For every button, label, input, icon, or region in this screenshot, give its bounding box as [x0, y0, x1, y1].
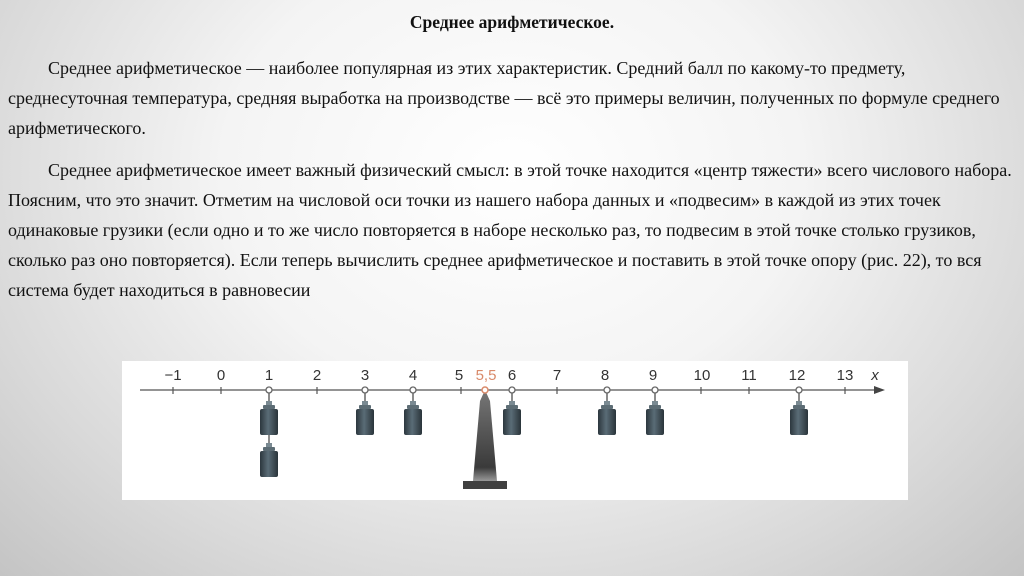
weight-icon [646, 387, 664, 435]
number-line-svg [122, 361, 908, 500]
tick-label: −1 [164, 367, 182, 384]
tick-label: 9 [648, 367, 658, 384]
tick-label: 7 [552, 367, 562, 384]
tick-label: 12 [788, 367, 806, 384]
weight-icon [404, 387, 422, 435]
tick-label: 3 [360, 367, 370, 384]
tick-label: 8 [600, 367, 610, 384]
tick-label: 11 [741, 367, 757, 384]
axis-arrow-icon [874, 386, 885, 394]
fulcrum-icon [463, 387, 507, 489]
slide-title: Среднее арифметическое. [409, 12, 615, 32]
mean-label: 5,5 [475, 367, 497, 384]
axis-label: x [871, 367, 879, 384]
weight-icon [260, 387, 278, 435]
tick-label: 10 [693, 367, 711, 384]
weight-icon [260, 435, 278, 477]
tick-label: 2 [312, 367, 322, 384]
tick-label: 1 [264, 367, 274, 384]
tick-label: 6 [507, 367, 517, 384]
tick-label: 0 [216, 367, 226, 384]
number-line-figure [122, 361, 908, 500]
tick-label: 4 [408, 367, 418, 384]
weight-icon [598, 387, 616, 435]
weight-icon [356, 387, 374, 435]
paragraph-center-of-gravity: Среднее арифметическое имеет важный физический смысл: в этой точке находится «центр тяжести» всего числового набора. Поясним, что это значит. Отметим на числовой оси точки из нашего набора данных и «подвесим» в каждой из этих точек одинаковые грузики (если одно и то же число повторяется в наборе несколько раз, то подвесим в этой точке столько грузиков, сколько раз оно повторяется). Если теперь вычислить среднее арифметическое и поставить в этой точке опору (рис. 22), то вся система будет находиться в равновесии [8, 160, 1012, 300]
paragraph-definition: Среднее арифметическое — наиболее популярная из этих характеристик. Средний балл по какому-то предмету, среднесуточная температура, средняя выработка на производстве — всё это примеры величин, полученных по формуле среднего арифметического. [8, 58, 1000, 138]
weight-icon [503, 387, 521, 435]
tick-label: 13 [836, 367, 854, 384]
tick-label: 5 [454, 367, 464, 384]
weight-icon [790, 387, 808, 435]
